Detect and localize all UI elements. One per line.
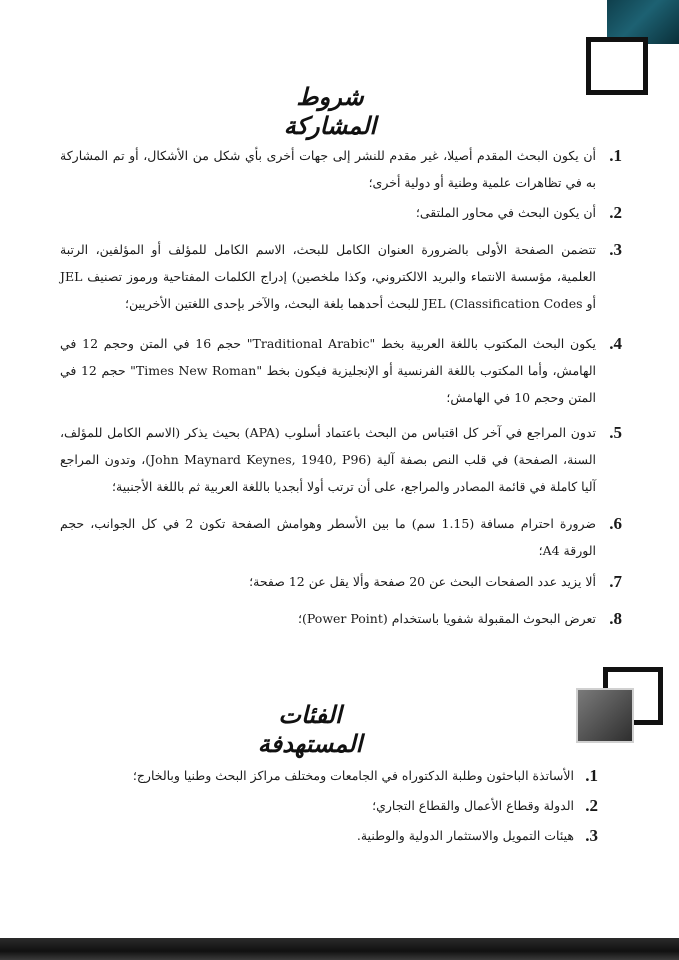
item-text: تعرض البحوث المقبولة شفويا باستخدام (Power Point)؛ [298,611,596,626]
item-text: الدولة وقطاع الأعمال والقطاع التجاري؛ [372,798,574,813]
item-number: 2. [609,203,622,222]
condition-item [60,605,622,632]
item-number: 4. [609,334,622,353]
item-text: يكون البحث المكتوب باللغة العربية بخط "Traditional Arabic" حجم 16 في المتن وحجم 12 في الهامش، وأما المكتوب باللغة الفرنسية أو الإنجليزية فيكون بخط "Times New Roman" حجم 12 في المتن وحجم 10 في الهامش؛ [60,336,597,405]
condition-item [60,510,622,564]
condition-item [60,199,622,226]
item-number: 8. [609,609,622,628]
item-number: 7. [609,572,622,591]
item-number: 3. [585,826,598,845]
heading-target-groups: الفئات المستهدفة [257,700,363,758]
item-text: الأساتذة الباحثون وطلبة الدكتوراه في الجامعات ومختلف مراكز البحث وطنيا وبالخارج؛ [132,768,574,783]
item-text: تدون المراجع في آخر كل اقتباس من البحث باعتماد أسلوب (APA) بحيث يذكر (الاسم الكامل للمؤلف، السنة، الصفحة) في قلب النص بصفة آلية (John Maynard Keynes, 1940, P96)، وتدون المراجع آليا كاملة في قائمة المصادر والمراجع، على أن ترتب أولا أبجديا باللغة العربية ثم باللغة الأجنبية؛ [60,425,596,494]
condition-item [60,330,622,411]
decorative-frame-square [586,37,648,95]
target-item [60,822,598,849]
item-number: 2. [585,796,598,815]
item-text: تتضمن الصفحة الأولى بالضرورة العنوان الكامل للبحث، الاسم الكامل للمؤلف أو المؤلفين، الرتبة العلمية، مؤسسة الانتماء والبريد الالكتروني، وكذا ملخصين) إدراج الكلمات المفتاحية ورموز تصنيف JEL أو JEL (Classification Codes للبحث أحدهما بلغة البحث، والآخر بإحدى اللغتين الأخريين؛ [60,242,596,311]
target-item [60,792,598,819]
item-number: 6. [609,514,622,533]
bottom-bar [0,938,679,960]
target-item [60,762,598,789]
item-number: 1. [609,146,622,165]
condition-item [60,236,622,317]
item-number: 3. [609,240,622,259]
condition-item [60,419,622,500]
item-text: ضرورة احترام مسافة (1.15 سم) ما بين الأسطر وهوامش الصفحة تكون 2 في كل الجوانب، حجم الورقة A4؛ [60,516,597,558]
heading-participation-conditions: شروط المشاركة [283,82,377,140]
item-text: أن يكون البحث المقدم أصيلا، غير مقدم للنشر إلى جهات أخرى بأي شكل من الأشكال، أو تم المشاركة به في تظاهرات علمية وطنية أو دولية أخرى؛ [60,148,596,190]
item-text: ألا يزيد عدد الصفحات البحث عن 20 صفحة وألا يقل عن 12 صفحة؛ [249,574,596,589]
item-text: أن يكون البحث في محاور الملتقى؛ [415,205,596,220]
condition-item [60,568,622,595]
item-number: 5. [609,423,622,442]
item-text: هيئات التمويل والاستثمار الدولية والوطنية. [356,828,574,843]
item-number: 1. [585,766,598,785]
condition-item [60,142,622,196]
decorative-filled-square [576,688,634,743]
